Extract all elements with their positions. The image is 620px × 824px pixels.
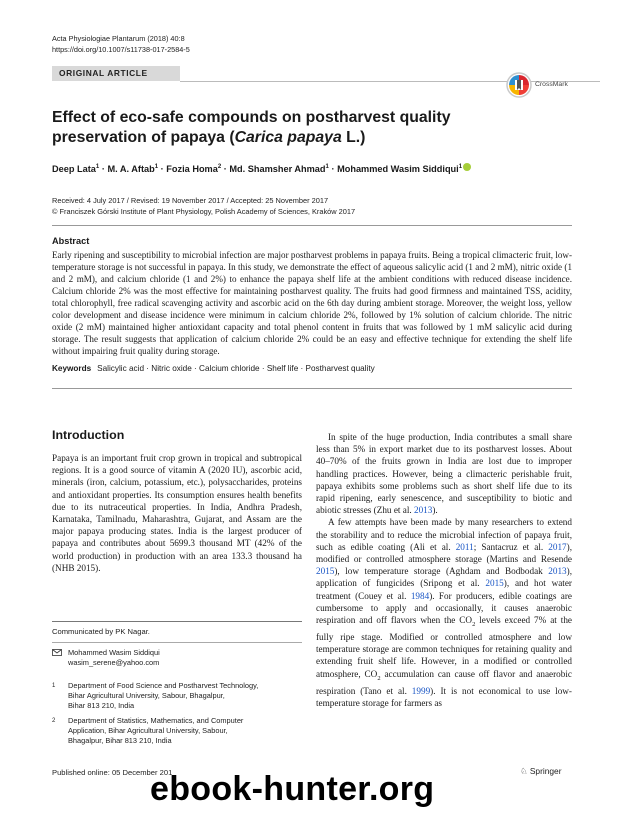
envelope-icon: [52, 649, 62, 659]
affiliation-line: Bhagalpur, Bihar 813 210, India: [68, 736, 172, 745]
correspondence: [52, 648, 160, 668]
crossmark-label: CrossMark: [535, 81, 568, 88]
paragraph-text: A few attempts have been made by many researchers to extend the storability and to reduce the microbial infection of papaya fruit, such as edible coating (Ali et al.: [316, 517, 572, 552]
intro-left-column: [52, 452, 302, 574]
article-type-badge: ORIGINAL ARTICLE: [52, 66, 180, 81]
orcid-icon[interactable]: [463, 163, 471, 171]
affiliation-line: Bihar Agricultural University, Sabour, Bhagalpur,: [68, 691, 225, 700]
journal-header: [52, 33, 190, 55]
paragraph-text: ), modified or controlled atmosphere storage (Martins and Resende: [316, 541, 572, 565]
affiliation-line: Department of Statistics, Mathematics, and Computer: [68, 716, 244, 725]
copyright-line: © Franciszek Górski Institute of Plant Physiology, Polish Academy of Sciences, Kraków 2017: [52, 206, 356, 216]
citation-link[interactable]: 2015: [316, 566, 335, 577]
paragraph-text: ).: [432, 505, 438, 516]
affiliation-number: 2: [52, 718, 56, 724]
affiliation-number: 1: [52, 683, 56, 689]
affiliation-item: [52, 681, 312, 713]
intro-paragraph: [316, 431, 572, 516]
article-title: [52, 108, 522, 148]
affiliation-line: Bihar 813 210, India: [68, 701, 135, 710]
publisher-name: Springer: [529, 766, 562, 776]
author-separator: ·: [160, 164, 167, 175]
paragraph-text: ), and hot water treatment (Couey et al.: [316, 578, 572, 601]
author-list: [52, 161, 572, 175]
affiliation-item: [52, 716, 312, 748]
paragraph-text: ), low temperature storage (Aghdam and Bodbodak: [334, 566, 549, 577]
paragraph-text: levels exceed 7% at the fully ripe stage. Modified or controlled atmosphere and low temperature storage are common techniques for retaining quality and extending fruit shelf life. However, in a modified or controlled atmosphere, CO: [316, 615, 572, 679]
subscript: 2: [377, 674, 381, 682]
abstract-divider: [52, 225, 572, 226]
paragraph-text: ), application of fungicides (Sripong et al.: [316, 566, 572, 589]
author-name[interactable]: M. A. Aftab: [107, 164, 155, 175]
subscript: 2: [472, 620, 476, 628]
citation-link[interactable]: 2013: [413, 505, 433, 516]
footnote-divider: [52, 642, 302, 643]
citation-link[interactable]: 2015: [485, 578, 504, 589]
intro-paragraph: [316, 516, 572, 709]
abstract-heading: Abstract: [52, 236, 90, 246]
author-separator: ·: [101, 164, 108, 175]
crossmark-icon: [506, 72, 532, 98]
communicated-by: Communicated by PK Nagar.: [52, 627, 150, 636]
section-heading-introduction: Introduction: [52, 428, 125, 442]
footnote-divider: [52, 621, 302, 622]
published-online: Published online: 05 December 201: [52, 768, 173, 777]
correspondence-email[interactable]: wasim_serene@yahoo.com: [68, 658, 160, 667]
paragraph-text: In spite of the huge production, India contributes a small share less than 5% in export market due to its postharvest losses. About 40–70% of the fruits grown in India are lost due to improper handling practices. However, being a climacteric perishable fruit, papaya exhibits some problems such as short shelf life due to its rapid ripening, early senescence, and susceptibility to biotic and abiotic stresses (Zhu et al.: [316, 432, 572, 516]
citation-link[interactable]: 2011: [455, 541, 474, 552]
watermark: ebook-hunter.org: [150, 770, 435, 808]
author-affiliation-sup: 1: [95, 164, 100, 170]
correspondence-name: Mohammed Wasim Siddiqui: [68, 648, 160, 657]
article-dates: [52, 196, 355, 217]
author-affiliation-sup: 1: [458, 164, 463, 170]
author-name[interactable]: Deep Lata: [52, 164, 96, 175]
citation-link[interactable]: 1999: [411, 685, 431, 696]
title-main: Effect of eco-safe compounds on postharvest quality preservation of papaya (: [52, 109, 451, 146]
affiliation-line: Application, Bihar Agricultural University, Sabour,: [68, 726, 228, 735]
citation-link[interactable]: 2013: [548, 566, 567, 577]
paragraph-text: ). For producers, edible coatings are cumbersome to apply and occasionally, it causes anaerobic respiration and off flavors when the CO: [316, 590, 572, 626]
intro-right-column: [316, 431, 572, 709]
author-name[interactable]: Mohammed Wasim Siddiqui: [337, 164, 459, 175]
author-separator: ·: [331, 164, 338, 175]
author-affiliation-sup: 1: [325, 164, 329, 170]
keywords: [52, 363, 572, 375]
publisher-logo: [520, 766, 562, 776]
paragraph-text: ). It is not economical to use low-temperature storage for farmers as: [316, 685, 572, 708]
author-separator: ·: [223, 164, 230, 175]
title-species: Carica papaya: [234, 129, 342, 146]
doi-link[interactable]: https://doi.org/10.1007/s11738-017-2584-5: [52, 45, 190, 54]
keywords-label: Keywords: [52, 364, 92, 373]
intro-paragraph: Papaya is an important fruit crop grown in tropical and subtropical regions. It is a good source of vitamin A (2020 IU), ascorbic acid, minerals (iron, calcium, potassium, etc.), polysaccharides, proteins and antioxidant properties. Its consumption ensures health benefits due to its nutraceutical properties. In India, Andhra Pradesh, Karnataka, Tamilnadu, Maharashtra, Gujarat, and Assam are the major papaya producing states. India is the largest producer of papaya and contributes about 5699.3 thousand MT (42% of the world production) in production with an area 133.3 thousand ha (NHB 2015).: [52, 453, 302, 573]
keywords-divider: [52, 388, 572, 389]
history-dates: Received: 4 July 2017 / Revised: 19 November 2017 / Accepted: 25 November 2017: [52, 196, 329, 205]
keywords-text: Salicylic acid · Nitric oxide · Calcium chloride · Shelf life · Postharvest quality: [97, 364, 375, 373]
citation-link[interactable]: 2017: [548, 541, 567, 552]
paragraph-text: ; Santacruz et al.: [473, 541, 549, 552]
title-end: L.): [341, 129, 366, 146]
citation-link[interactable]: 1984: [410, 590, 430, 601]
author-affiliation-sup: 2: [217, 164, 222, 170]
paragraph-text: accumulation can cause off flavor and anaerobic respiration (Tano et al.: [316, 668, 572, 696]
journal-name: Acta Physiologiae Plantarum (2018) 40:8: [52, 34, 185, 43]
author-affiliation-sup: 1: [154, 164, 159, 170]
crossmark-badge[interactable]: [506, 72, 576, 98]
author-name[interactable]: Fozia Homa: [166, 164, 218, 175]
affiliation-line: Department of Food Science and Postharvest Technology,: [68, 681, 259, 690]
author-name[interactable]: Md. Shamsher Ahmad: [229, 164, 326, 175]
abstract-text: Early ripening and susceptibility to microbial infection are major postharvest problems in papaya fruits. Being a tropical climacteric fruit, low-temperature storage is not successful in papaya. In this study, we demonstrate the effect of aqueous salicylic acid (1 and 2 mM), nitric oxide (1 and 2 mM), and calcium chloride (1 and 2%) to enhance the papaya shelf life at the ambient conditions with reduced disease incidence. Calcium chloride 2% was the most effective for maintaining postharvest quality. The fruits had good firmness and maintained TSS, acidity, total chlorophyll, free radical scavenging activity and ascorbic acid on the 6th day during ambient storage. Moreover, the weight loss, yellow color development and disease incidence were minimum in calcium chloride 2%, followed by 1% solution of calcium chloride. The nitric oxide (2 mM) maintained higher antioxidant capacity and total phenol content in fruits that was followed by 1 mM salicylic acid during storage. The result suggests that application of calcium chloride 2% could be an easy and effective technique for extending the shelf life without impairing fruit quality during storage.: [52, 250, 572, 356]
springer-horse-icon: ♘: [520, 766, 528, 776]
